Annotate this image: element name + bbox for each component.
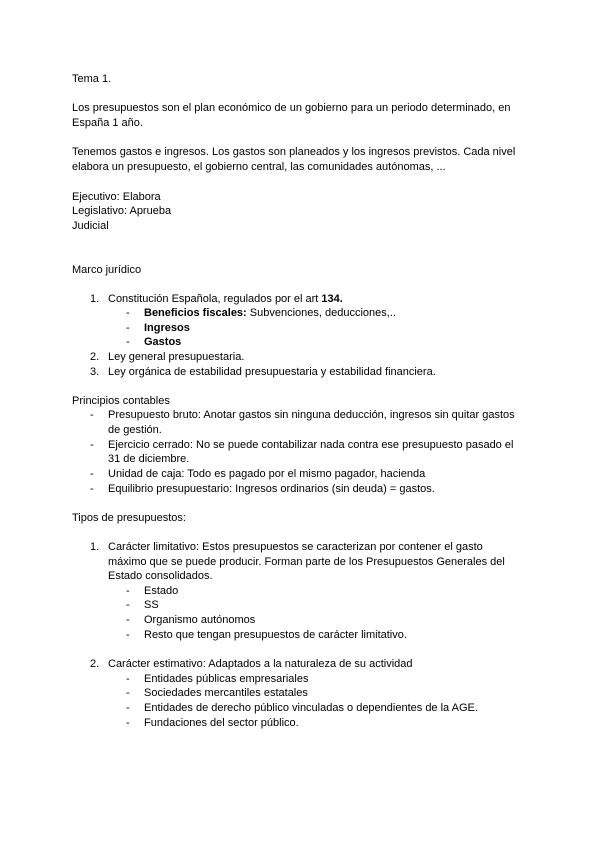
marco-item-3-num: 3. [90, 366, 100, 378]
marco-sub-2-dash: - [126, 322, 130, 334]
principio-3-dash: - [90, 468, 94, 480]
tipo-2-sub-4-dash: - [126, 717, 130, 729]
tipo-1-line-2: máximo que se puede producir. Forman parte de los Presupuestos Generales del [108, 556, 505, 568]
principio-1-line-2: de gestión. [108, 424, 162, 436]
marco-sub-1-text: Subvenciones, deducciones,.. [246, 307, 396, 319]
marco-item-2: Ley general presupuestaria. [108, 351, 245, 363]
marco-item-3: Ley orgánica de estabilidad presupuestaria y estabilidad financiera. [108, 366, 436, 378]
principio-1-line-1: Presupuesto bruto: Anotar gastos sin ninguna deducción, ingresos sin quitar gastos [108, 409, 515, 421]
intro-line-2: España 1 año. [72, 117, 143, 129]
tipo-2-sub-2: Sociedades mercantiles estatales [144, 687, 308, 699]
tipo-1-sub-1-dash: - [126, 585, 130, 597]
marco-sub-3-dash: - [126, 336, 130, 348]
tipo-2-sub-1-dash: - [126, 673, 130, 685]
poder-ejecutivo: Ejecutivo: Elabora [72, 191, 161, 203]
marco-item-1-num: 1. [90, 293, 100, 305]
tipo-1-sub-2-dash: - [126, 599, 130, 611]
gastos-line-2: elabora un presupuesto, el gobierno central, las comunidades autónomas, ... [72, 161, 446, 173]
marco-item-1-text: Constitución Española, regulados por el art [108, 293, 322, 305]
marco-item-1 [108, 292, 343, 306]
tipo-2-sub-1: Entidades públicas empresariales [144, 673, 309, 685]
poder-judicial: Judicial [72, 220, 109, 232]
tipo-2-num: 2. [90, 658, 100, 670]
tipo-2-sub-4: Fundaciones del sector público. [144, 717, 299, 729]
gastos-line-1: Tenemos gastos e ingresos. Los gastos son planeados y los ingresos previstos. Cada nivel [72, 146, 516, 158]
marco-sub-1-dash: - [126, 307, 130, 319]
principios-heading: Principios contables [72, 395, 170, 407]
doc-title: Tema 1. [72, 73, 112, 85]
tipos-heading: Tipos de presupuestos: [72, 512, 186, 524]
marco-sub-1-bold: Beneficios fiscales: [144, 307, 247, 319]
principio-2-line-2: 31 de diciembre. [108, 453, 190, 465]
principio-3-line-1: Unidad de caja: Todo es pagado por el mismo pagador, hacienda [108, 468, 426, 480]
tipo-1-sub-4-dash: - [126, 629, 130, 641]
tipo-1-sub-4: Resto que tengan presupuestos de carácter limitativo. [144, 629, 407, 641]
tipo-1-line-1: Carácter limitativo: Estos presupuestos se caracterizan por contener el gasto [108, 541, 483, 553]
tipo-1-sub-2: SS [144, 599, 159, 611]
principio-2-dash: - [90, 439, 94, 451]
intro-line-1: Los presupuestos son el plan económico de un gobierno para un periodo determinado, en [72, 102, 511, 114]
marco-sub-2: Ingresos [144, 322, 190, 334]
tipo-1-num: 1. [90, 541, 100, 553]
marco-item-2-num: 2. [90, 351, 100, 363]
tipo-1-line-3: Estado consolidados. [108, 570, 213, 582]
tipo-2-sub-3: Entidades de derecho público vinculadas o dependientes de la AGE. [144, 702, 478, 714]
tipo-2-sub-2-dash: - [126, 687, 130, 699]
principio-1-dash: - [90, 409, 94, 421]
tipo-2-line-1: Carácter estimativo: Adaptados a la naturaleza de su actividad [108, 658, 413, 670]
principio-2-line-1: Ejercicio cerrado: No se puede contabilizar nada contra ese presupuesto pasado el [108, 439, 514, 451]
tipo-1-sub-3: Organismo autónomos [144, 614, 256, 626]
marco-sub-1 [144, 306, 396, 320]
principio-4-line-1: Equilibrio presupuestario: Ingresos ordinarios (sin deuda) = gastos. [108, 483, 435, 495]
principio-4-dash: - [90, 483, 94, 495]
poder-legislativo: Legislativo: Aprueba [72, 205, 172, 217]
tipo-1-sub-1: Estado [144, 585, 179, 597]
tipo-1-sub-3-dash: - [126, 614, 130, 626]
marco-item-1-bold: 134. [321, 293, 343, 305]
marco-sub-3: Gastos [144, 336, 182, 348]
tipo-2-sub-3-dash: - [126, 702, 130, 714]
marco-heading: Marco jurídico [72, 264, 142, 276]
